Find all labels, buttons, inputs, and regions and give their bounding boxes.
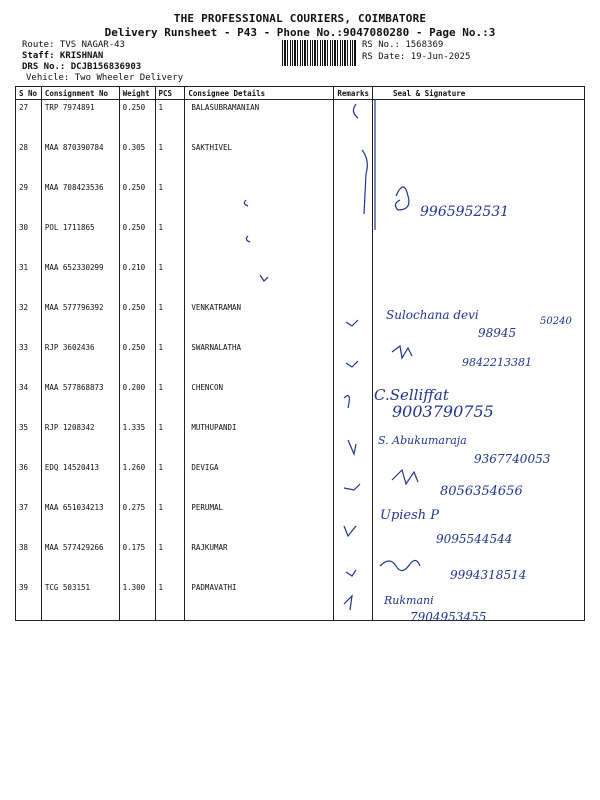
row-weight: 0.250 bbox=[119, 340, 155, 380]
remark-tick-35 bbox=[348, 440, 356, 454]
row-consignee: BALASUBRAMANIAN bbox=[185, 100, 334, 141]
name-39: Rukmani bbox=[384, 594, 434, 607]
phone-33: 9842213381 bbox=[462, 356, 532, 369]
row-consignment: MAA 577868873 bbox=[41, 380, 119, 420]
remark-tick-27 bbox=[353, 104, 358, 118]
remark-tick-37 bbox=[344, 526, 356, 536]
row-consignment: MAA 651034213 bbox=[41, 500, 119, 540]
header-seal-signature: Seal & Signature bbox=[373, 87, 585, 100]
row-sno: 28 bbox=[16, 140, 42, 180]
signature-scribble-38 bbox=[380, 560, 420, 570]
row-consignee: CHENCON bbox=[185, 380, 334, 420]
row-consignee: VENKATRAMAN bbox=[185, 300, 334, 340]
drs-label: DRS No.: DCJB156836903 bbox=[22, 62, 142, 72]
phone-37: 9095544544 bbox=[436, 532, 513, 546]
name-32: Sulochana devi bbox=[386, 308, 479, 322]
phone-39: 7904953455 bbox=[410, 610, 487, 624]
company-title: THE PROFESSIONAL COURIERS, COIMBATORE bbox=[173, 12, 427, 25]
phone-38: 9994318514 bbox=[450, 568, 527, 582]
row-consignment: MAA 577429266 bbox=[41, 540, 119, 580]
remark-tick-34 bbox=[344, 396, 349, 408]
route-label: Route: TVS NAGAR-43 bbox=[22, 40, 125, 50]
row-sno: 39 bbox=[16, 580, 42, 621]
row-consignment: RJP 1208342 bbox=[41, 420, 119, 460]
row-pcs: 1 bbox=[155, 380, 185, 420]
row-sno: 38 bbox=[16, 540, 42, 580]
row-pcs: 1 bbox=[155, 340, 185, 380]
remark-tick-33 bbox=[346, 361, 358, 367]
phone-35: 9367740053 bbox=[474, 452, 551, 466]
row-consignment: MAA 577796392 bbox=[41, 300, 119, 340]
row-consignee: PADMAVATHI bbox=[185, 580, 334, 621]
row-sno: 35 bbox=[16, 420, 42, 460]
row-sno: 32 bbox=[16, 300, 42, 340]
row-consignment: MAA 652330299 bbox=[41, 260, 119, 300]
row-weight: 0.200 bbox=[119, 380, 155, 420]
row-weight: 1.260 bbox=[119, 460, 155, 500]
row-pcs: 1 bbox=[155, 460, 185, 500]
code-32: 98945 bbox=[478, 326, 517, 340]
extra-32: 50240 bbox=[540, 316, 572, 327]
row-sno: 29 bbox=[16, 180, 42, 220]
row-consignment: TRP 7974891 bbox=[41, 100, 119, 141]
header-consignee: Consignee Details bbox=[185, 87, 334, 100]
row-weight: 0.250 bbox=[119, 180, 155, 220]
row-sno: 30 bbox=[16, 220, 42, 260]
row-sno: 37 bbox=[16, 500, 42, 540]
header-pcs: PCS bbox=[155, 87, 185, 100]
header-consignment: Consignment No bbox=[41, 87, 119, 100]
row-consignee: MUTHUPANDI bbox=[185, 420, 334, 460]
row-sno: 36 bbox=[16, 460, 42, 500]
row-consignment: MAA 870390784 bbox=[41, 140, 119, 180]
row-sno: 34 bbox=[16, 380, 42, 420]
row-weight: 0.175 bbox=[119, 540, 155, 580]
signature-scribble-36 bbox=[392, 470, 418, 484]
row-weight: 0.275 bbox=[119, 500, 155, 540]
row-weight: 1.300 bbox=[119, 580, 155, 621]
staff-label: Staff: KRISHNAN bbox=[22, 51, 104, 61]
stray-mark-30 bbox=[246, 236, 250, 242]
row-pcs: 1 bbox=[155, 540, 185, 580]
remark-tick-32 bbox=[346, 320, 358, 326]
row-pcs: 1 bbox=[155, 420, 185, 460]
phone-29: 9965952531 bbox=[420, 204, 510, 220]
signature-scribble-29 bbox=[395, 187, 408, 210]
row-weight: 0.250 bbox=[119, 220, 155, 260]
row-consignee: DEVIGA bbox=[185, 460, 334, 500]
header-weight: Weight bbox=[119, 87, 155, 100]
rs-date: RS Date: 19-Jun-2025 bbox=[362, 52, 471, 62]
row-weight: 1.335 bbox=[119, 420, 155, 460]
row-consignment: TCG 503151 bbox=[41, 580, 119, 621]
row-consignee: PERUMAL bbox=[185, 500, 334, 540]
phone-34: 9003790755 bbox=[392, 402, 494, 421]
row-pcs: 1 bbox=[155, 260, 185, 300]
row-pcs: 1 bbox=[155, 220, 185, 260]
row-pcs: 1 bbox=[155, 500, 185, 540]
row-consignee: RAJKUMAR bbox=[185, 540, 334, 580]
header-sno: S No bbox=[16, 87, 42, 100]
name-37: Upiesh P bbox=[380, 508, 440, 523]
remark-tick-36 bbox=[344, 484, 360, 490]
signature-scribble-33 bbox=[392, 346, 412, 358]
header-remarks: Remarks bbox=[334, 87, 373, 100]
runsheet-subtitle: Delivery Runsheet - P43 - Phone No.:9047080280 - Page No.:3 bbox=[104, 26, 496, 39]
remark-tick-28 bbox=[362, 150, 367, 214]
row-weight: 0.305 bbox=[119, 140, 155, 180]
row-consignee: SAKTHIVEL bbox=[185, 140, 334, 180]
remark-tick-38 bbox=[346, 570, 356, 576]
phone-36: 8056354656 bbox=[440, 484, 523, 499]
row-weight: 0.250 bbox=[119, 300, 155, 340]
row-consignment: MAA 708423536 bbox=[41, 180, 119, 220]
stray-mark-31 bbox=[260, 275, 268, 281]
row-weight: 0.250 bbox=[119, 100, 155, 141]
row-consignee: SWARNALATHA bbox=[185, 340, 334, 380]
row-sno: 33 bbox=[16, 340, 42, 380]
name-35: S. Abukumaraja bbox=[378, 434, 467, 447]
row-weight: 0.210 bbox=[119, 260, 155, 300]
vehicle-label: Vehicle: Two Wheeler Delivery bbox=[26, 73, 184, 83]
row-consignment: POL 1711865 bbox=[41, 220, 119, 260]
rs-number: RS No.: 1568369 bbox=[362, 40, 444, 50]
row-pcs: 1 bbox=[155, 140, 185, 180]
row-pcs: 1 bbox=[155, 300, 185, 340]
stray-mark-29 bbox=[244, 200, 248, 206]
row-pcs: 1 bbox=[155, 180, 185, 220]
row-pcs: 1 bbox=[155, 580, 185, 621]
remark-tick-39 bbox=[344, 596, 352, 610]
row-sno: 27 bbox=[16, 100, 42, 141]
row-consignment: RJP 3602436 bbox=[41, 340, 119, 380]
row-sno: 31 bbox=[16, 260, 42, 300]
row-consignment: EDQ 14520413 bbox=[41, 460, 119, 500]
name-34: C.Selliffat bbox=[374, 386, 449, 404]
row-pcs: 1 bbox=[155, 100, 185, 141]
